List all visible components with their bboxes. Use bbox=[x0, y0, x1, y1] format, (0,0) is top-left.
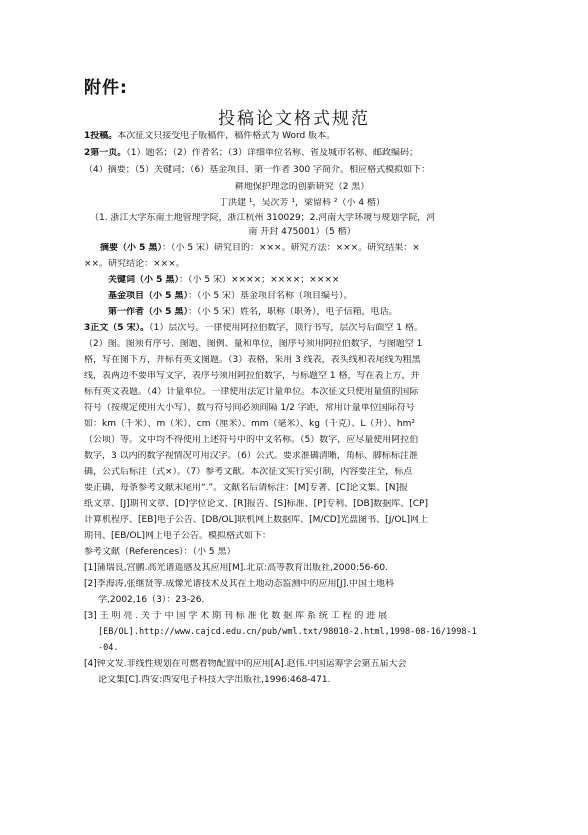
line-text: ：（小 5 宋）××××；××××；×××× bbox=[179, 275, 340, 285]
body-line bbox=[84, 403, 520, 414]
line-text: 数字，3 以内的数字视情况可用汉字。（6）公式。要求准确清晰，角标、脚标标注准 bbox=[84, 451, 418, 461]
line-text: 丁洪建 ¹，吴次芳 ¹，梁留科 ²（小 4 楷） bbox=[219, 198, 385, 208]
reference-item: [1]蒲瑞良,宫鹏.高光谱遥感及其应用[M].北京:高等教育出版社,2000:56-60. bbox=[84, 563, 388, 573]
line-text: ：（小 5 宋）研究目的：×××。研究方法：×××。研究结果：× bbox=[162, 243, 420, 253]
line-text: （公顷）等。文中均不得使用上述符号中的中文名称。（5）数字，应尽量使用阿拉伯 bbox=[84, 435, 419, 445]
line-text: （4）摘要；（5）关键词；（6）基金项目、第一作者 300 字简介。相应格式模拟如下： bbox=[84, 165, 431, 175]
line-text: 期刊、[EB/OL]网上电子公告。模拟格式如下： bbox=[84, 531, 272, 541]
line-text: （1）层次号。一律使用阿拉伯数字，顶行书写，层次号后面空 1 格。 bbox=[149, 323, 423, 333]
line-text: 本次征文只接受电子版稿件，稿件格式为 Word 版本。 bbox=[117, 131, 336, 141]
sample-affiliation bbox=[84, 227, 520, 238]
reference-item: -04. bbox=[98, 643, 119, 653]
body-line bbox=[84, 451, 520, 462]
line-text: 计算机程序、[EB]电子公告、[DB/OL]联机网上数据库、[M/CD]光盘图书、[J/OL]网上 bbox=[84, 515, 428, 525]
line-text: ：（小 5 宋）基金项目名称（项目编号）。 bbox=[188, 291, 353, 301]
line-text: （1. 浙江大学东南土地管理学院，浙江杭州 310029；2.河南大学环境与规划学院，河 bbox=[90, 213, 436, 223]
body-line bbox=[84, 339, 520, 350]
line-text: 线，表两边不要串写文字，表序号须用阿拉伯数字，与标题空 1 格，写在表上方，并 bbox=[84, 371, 420, 381]
line-text: 耕地保护理念的创新研究（2 黑） bbox=[234, 182, 370, 192]
line-text: （1）题名；（2）作者名；（3）详细单位名称、省及城市名称、邮政编码； bbox=[126, 148, 418, 158]
bold-lead: 3正文（5 宋）。 bbox=[84, 323, 150, 333]
line-text: 格，写在图下方，并标有英文图题。（3）表格，采用 3 线表，表头线和表尾线为粗黑 bbox=[84, 355, 421, 365]
sample-title bbox=[84, 182, 520, 193]
line-text: 参考文献（References）：（小 5 黑） bbox=[84, 547, 236, 557]
body-line bbox=[84, 323, 520, 334]
reference-item: [EB/OL].http://www.cajcd.edu.cn/pub/wml.txt/98010-2.html,1998-08-16/1998-1 bbox=[98, 627, 477, 637]
bold-lead: 基金项目（小 5 黑） bbox=[108, 291, 189, 301]
bold-lead: 第一作者（小 5 黑） bbox=[108, 307, 189, 317]
body-line bbox=[84, 499, 520, 510]
document-title: 投稿论文格式规范 bbox=[218, 109, 370, 129]
keywords-line bbox=[108, 275, 520, 286]
reference-item: [2]李海涛,张继贤等.成像光谱技术及其在土地动态监测中的应用[J].中国土地科 bbox=[84, 579, 395, 589]
bold-lead: 摘要（小 5 黑） bbox=[100, 243, 163, 253]
body-line bbox=[84, 259, 520, 270]
line-text: ：（小 5 宋）姓名，职称（职务），电子信箱，电话。 bbox=[188, 307, 398, 317]
reference-item: 论文集[C].西安:西安电子科技大学出版社,1996:468-471. bbox=[98, 675, 331, 685]
sample-affiliation bbox=[90, 213, 520, 224]
body-line bbox=[84, 165, 520, 176]
body-line bbox=[84, 355, 520, 366]
body-line bbox=[84, 531, 520, 542]
body-line bbox=[84, 131, 520, 142]
line-text: 符号（按规定使用大小写），数与符号间必须间隔 1/2 字距，常用计量单位国际符号 bbox=[84, 403, 415, 413]
references-heading bbox=[84, 547, 520, 558]
line-text: 确，公式后标注（式×）。（7）参考文献。本次征文实行实引制，内容要注全，标点 bbox=[84, 467, 413, 477]
line-text: 标有英文表题。（4）计量单位。一律使用法定计量单位。本次征文只使用量值的国际 bbox=[84, 387, 419, 397]
body-line bbox=[84, 419, 520, 430]
body-line bbox=[84, 435, 520, 446]
line-text: 如：km（千米）、m（米）、cm（厘米）、mm（毫米）、kg（千克）、L（升）、hm² bbox=[84, 419, 416, 429]
body-line bbox=[84, 148, 520, 159]
line-text: 纸文章、[J]期刊文章、[D]学位论文、[R]报告、[S]标准、[P]专利、[DB]数据库、[CP] bbox=[84, 499, 428, 509]
body-line bbox=[84, 467, 520, 478]
body-line bbox=[84, 483, 520, 494]
bold-lead: 2第一页。 bbox=[84, 148, 127, 158]
line-text: ××。研究结论：×××。 bbox=[84, 259, 185, 269]
sample-authors bbox=[84, 198, 520, 209]
body-line bbox=[84, 387, 520, 398]
reference-item: [3] 王 明 亮 . 关 于 中 国 学 术 期 刊 标 准 化 数 据 库 系 统 工 程 的 进 展 bbox=[84, 611, 388, 621]
body-line bbox=[84, 371, 520, 382]
bold-lead: 关键词（小 5 黑） bbox=[108, 275, 180, 285]
attachment-label: 附件: bbox=[84, 78, 128, 98]
bold-lead: 1投稿。 bbox=[84, 131, 118, 141]
reference-item: [4]钟文发.非线性规划在可燃着物配置中的应用[A].赵伟.中国运筹学会第五届大会 bbox=[84, 659, 407, 669]
line-text: （2）图。图须有序号、图题、图例、量和单位，图序号须用阿拉伯数字，与图题空 1 bbox=[84, 339, 423, 349]
body-line bbox=[84, 515, 520, 526]
line-text: 要正确，每条参考文献末尾用“.”。文献名后请标注：[M]专著、[C]论文集、[N]报 bbox=[84, 483, 409, 493]
abstract-line bbox=[100, 243, 520, 254]
fund-line bbox=[108, 291, 520, 302]
reference-item: 学,2002,16（3）：23-26. bbox=[98, 595, 205, 605]
line-text: 南 开封 475001）（5 楷） bbox=[248, 227, 356, 237]
first-author-line bbox=[108, 307, 520, 318]
